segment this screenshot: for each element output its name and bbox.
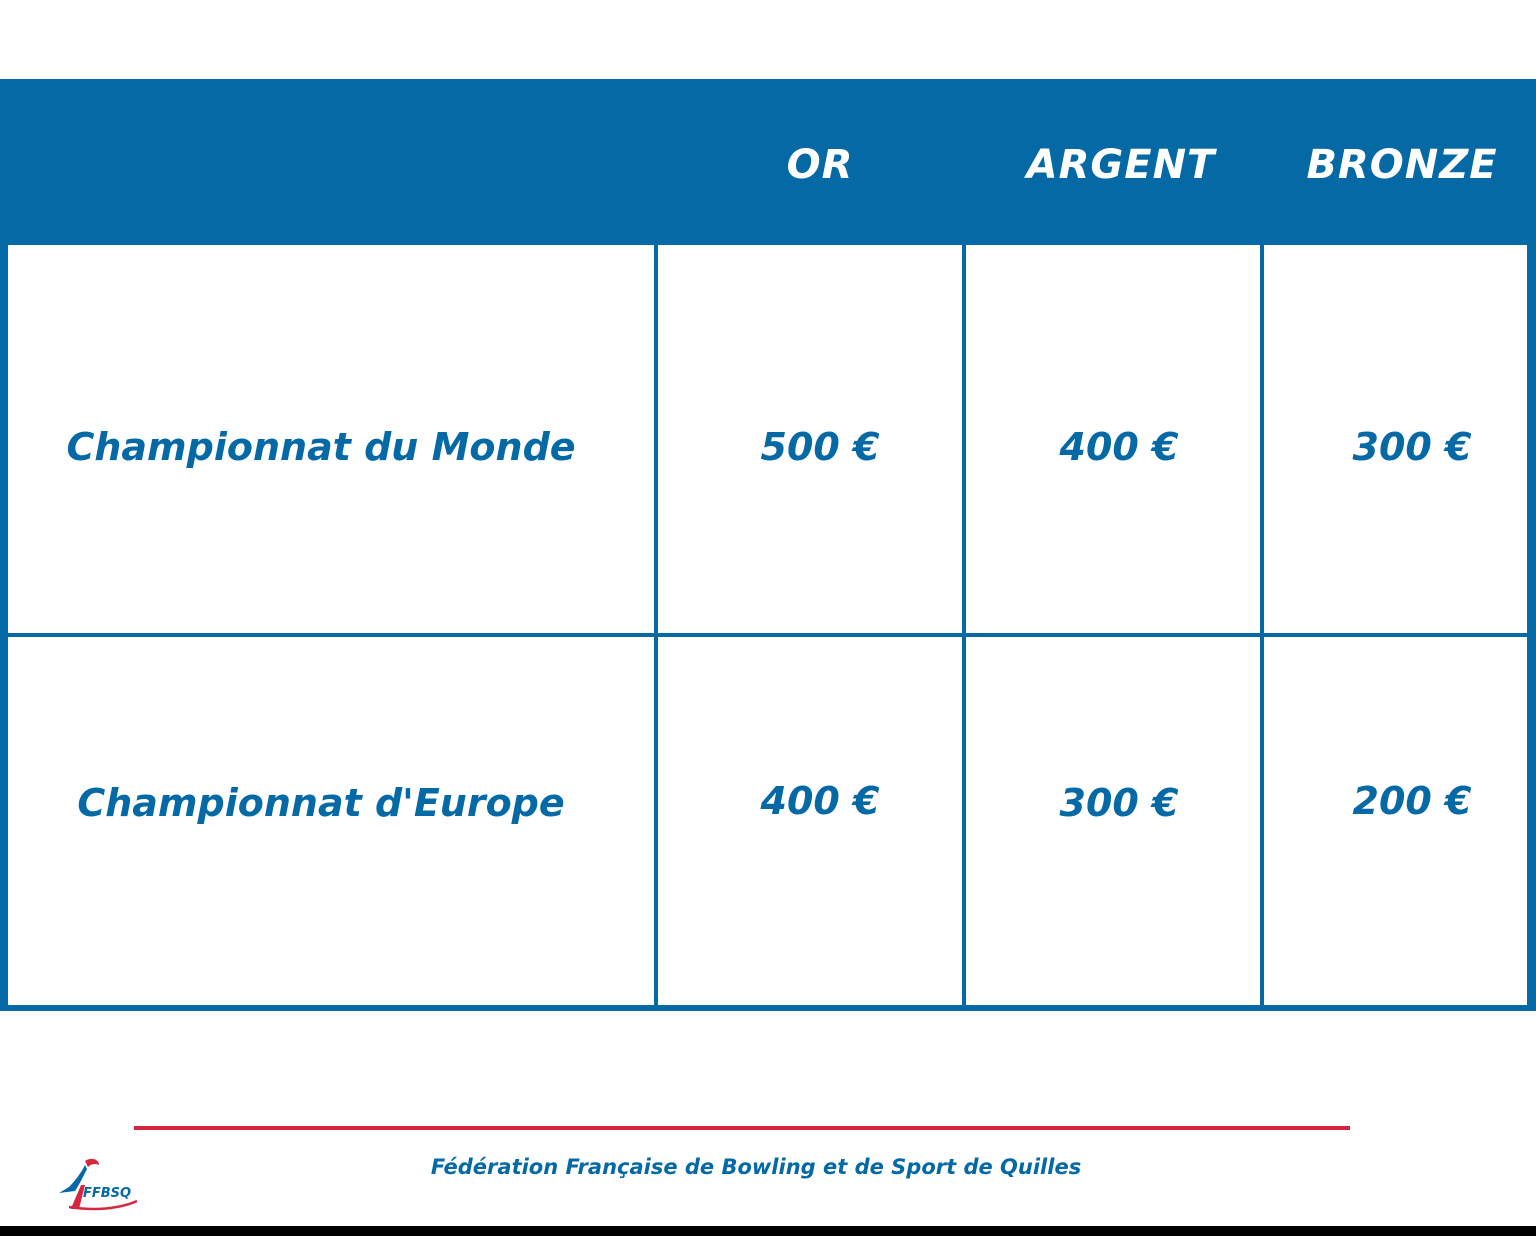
ffbsq-logo-icon [55,1155,145,1213]
table-divider-col-2 [962,245,966,1011]
table-border-right [1527,245,1536,1011]
table-divider-col-3 [1260,245,1264,1011]
cell-europe-bronze: 200 € [1352,779,1472,823]
cell-europe-argent: 300 € [1059,781,1179,825]
column-header-bronze: BRONZE [1306,142,1498,188]
column-header-or: OR [786,142,854,188]
cell-monde-or: 500 € [760,425,880,469]
column-header-argent: ARGENT [1026,142,1216,188]
bottom-edge-bar [0,1226,1536,1236]
row-label-championnat-du-monde: Championnat du Monde [66,425,576,469]
row-label-championnat-d-europe: Championnat d'Europe [77,781,565,825]
cell-monde-bronze: 300 € [1352,425,1472,469]
table-border-bottom [0,1005,1536,1011]
cell-monde-argent: 400 € [1059,425,1179,469]
footer-organization-name: Fédération Française de Bowling et de Sport de Quilles [430,1155,1082,1179]
footer-divider [134,1126,1350,1130]
ffbsq-logo [55,1155,145,1213]
cell-europe-or: 400 € [760,779,880,823]
table-divider-col-1 [654,245,658,1011]
table-border-left [0,245,8,1011]
logo-text: FFBSQ [83,1186,132,1201]
table-divider-row [0,633,1527,637]
